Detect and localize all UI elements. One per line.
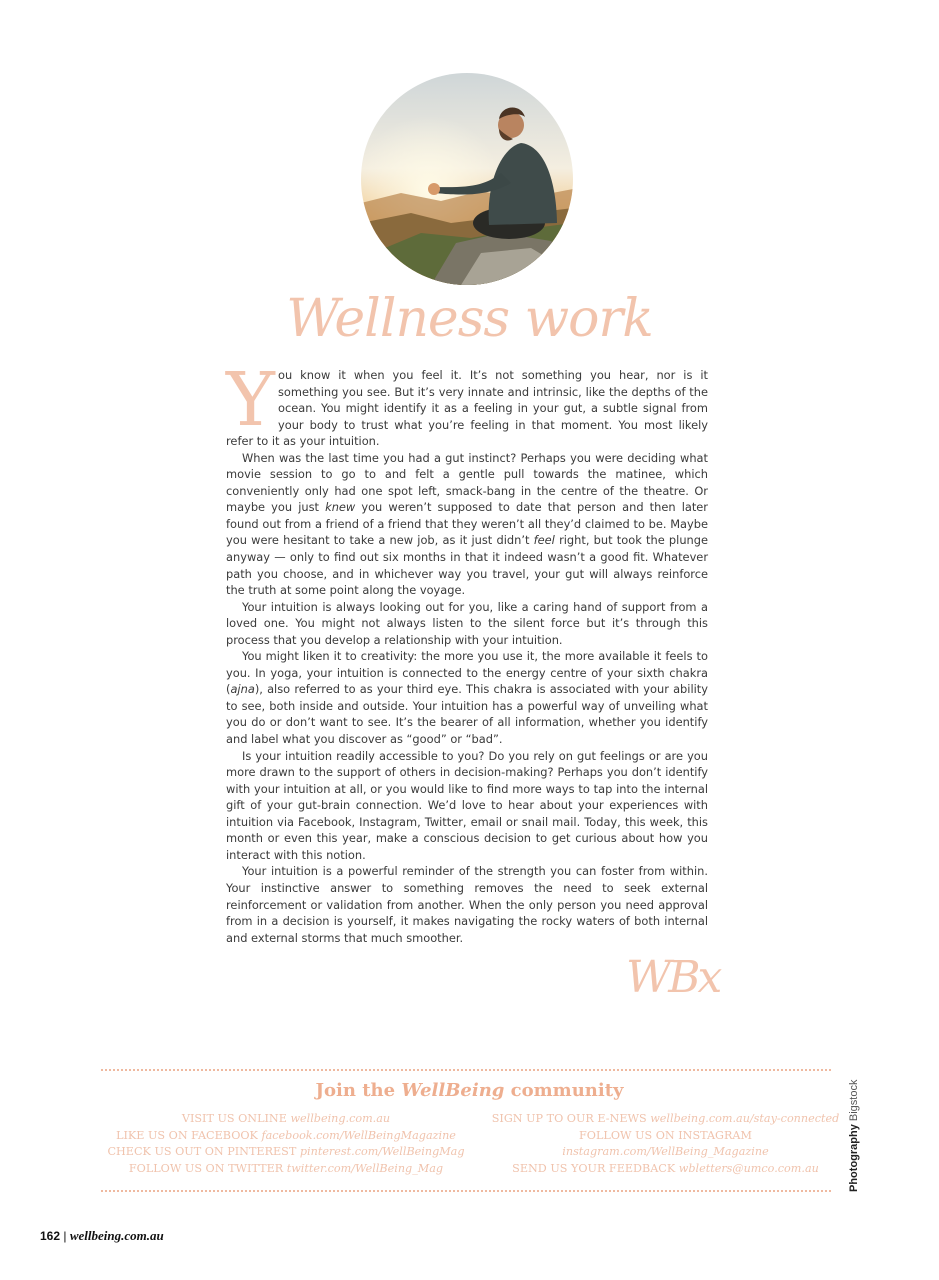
community-title-prefix: Join the: [315, 1080, 402, 1101]
paragraph-2: [226, 450, 708, 599]
footer-site-link[interactable]: wellbeing.com.au: [69, 1228, 164, 1243]
visit-online-line[interactable]: [101, 1111, 471, 1128]
enews-line[interactable]: [468, 1111, 863, 1128]
meditation-photo: [361, 73, 573, 285]
enews-link[interactable]: wellbeing.com.au/stay-connected: [650, 1112, 840, 1125]
paragraph-2-text-b: you weren’t supposed to date that person and then later found out from a friend of a friend that they weren’t all they’d claimed to be. Maybe you were hesitant to take a new job, as it just didn’t: [226, 500, 708, 548]
community-top-divider: [101, 1069, 831, 1071]
paragraph-2-text-c: right, but took the plunge anyway — only to find out six months in that it indeed wasn’t a good fit. Whatever path you choose, and in whichever way you travel, your gut will always reinforce the truth at some point along the voyage.: [226, 533, 709, 598]
page-number: 162: [40, 1229, 61, 1243]
feedback-line[interactable]: [468, 1161, 863, 1178]
paragraph-6: Your intuition is a powerful reminder of the strength you can foster from within. Your instinctive answer to something removes the need to seek external reinforcement or validation from another. When the only person you need approval from in a decision is yourself, it makes navigating the rocky waters of both internal and external storms that much smoother.: [226, 864, 708, 945]
website-link[interactable]: wellbeing.com.au: [290, 1112, 391, 1125]
paragraph-4: [226, 648, 708, 747]
enews-label: SIGN UP TO OUR E-NEWS: [491, 1112, 651, 1125]
instagram-label: FOLLOW US ON INSTAGRAM: [579, 1128, 752, 1142]
photo-credit-label: Photography: [848, 1124, 860, 1192]
visit-online-label: VISIT US ONLINE: [181, 1112, 291, 1125]
feedback-email-link[interactable]: wbletters@umco.com.au: [678, 1161, 819, 1175]
twitter-link[interactable]: twitter.com/WellBeing_Mag: [286, 1161, 444, 1175]
facebook-link[interactable]: facebook.com/WellBeingMagazine: [261, 1128, 456, 1142]
signoff-signature: WBx: [626, 952, 720, 1003]
facebook-line[interactable]: [101, 1128, 471, 1145]
paragraph-2-text-a: When was the last time you had a gut instinct? Perhaps you were deciding what movie session to go to and felt a gentle pull towards the matinee, which conveniently only had one spot left, smack-bang in the centre of the theatre. Or maybe you just: [226, 450, 708, 515]
community-title: [0, 1080, 939, 1101]
feedback-label: SEND US YOUR FEEDBACK: [512, 1161, 679, 1175]
emphasis-knew: knew: [325, 500, 356, 515]
drop-cap: Y: [226, 357, 275, 443]
page-footer: [40, 1228, 164, 1244]
community-links-right: [468, 1111, 863, 1177]
pinterest-line[interactable]: [101, 1144, 471, 1161]
photo-credit: [848, 1032, 868, 1192]
photo-credit-source: Bigstock: [848, 1079, 860, 1122]
footer-separator: |: [60, 1229, 70, 1243]
community-bottom-divider: [101, 1190, 831, 1192]
pinterest-link[interactable]: pinterest.com/WellBeingMag: [299, 1145, 465, 1158]
paragraph-4-text-b: ), also referred to as your third eye. This chakra is associated with your ability to see, both inside and outside. Your intuition has a powerful way of unveiling what you do or don’t want to see. It’s the bearer of all information, whether you identify and label what you discover as “good” or “bad”.: [226, 682, 708, 747]
emphasis-feel: feel: [533, 533, 555, 548]
paragraph-3: Your intuition is always looking out for you, like a caring hand of support from a loved one. You might not always listen to the silent force but it’s through this process that you develop a relationship with your intuition.: [226, 599, 708, 647]
pinterest-label: CHECK US OUT ON PINTEREST: [107, 1145, 300, 1158]
emphasis-ajna: ajna: [230, 682, 255, 697]
instagram-link[interactable]: instagram.com/WellBeing_Magazine: [562, 1145, 769, 1158]
community-links-left: [101, 1111, 471, 1177]
community-title-suffix: community: [504, 1080, 624, 1101]
instagram-link-line[interactable]: [468, 1144, 863, 1161]
facebook-label: LIKE US ON FACEBOOK: [116, 1128, 262, 1142]
paragraph-4-text-a: You might liken it to creativity: the more you use it, the more available it feels to you. In yoga, your intuition is connected to the energy centre of your sixth chakra (: [226, 649, 708, 697]
instagram-label-line: [468, 1128, 863, 1145]
twitter-label: FOLLOW US ON TWITTER: [128, 1161, 287, 1175]
paragraph-1-text: ou know it when you feel it. It’s not something you hear, nor is it something you see. But it’s very innate and intrinsic, like the depths of the ocean. You might identify it as a feeling in your gut, a subtle signal from your body to trust what you’re feeling in that moment. You most likely refer to it as your intuition.: [226, 368, 708, 449]
meditation-illustration: [361, 73, 573, 285]
headline: Wellness work: [286, 289, 653, 349]
paragraph-5: Is your intuition readily accessible to you? Do you rely on gut feelings or are you more drawn to the support of others in decision-making? Perhaps you don’t identify with your intuition at all, or you would like to find more ways to tap into the internal gift of your gut-brain connection. We’d love to hear about your experiences with intuition via Facebook, Instagram, Twitter, email or snail mail. Today, this week, this month or even this year, make a conscious decision to get curious about how you interact with this notion.: [226, 748, 708, 862]
community-title-brand: WellBeing: [401, 1080, 505, 1101]
twitter-line[interactable]: [101, 1161, 471, 1178]
paragraph-1: [226, 357, 708, 450]
article-body: [226, 357, 709, 946]
